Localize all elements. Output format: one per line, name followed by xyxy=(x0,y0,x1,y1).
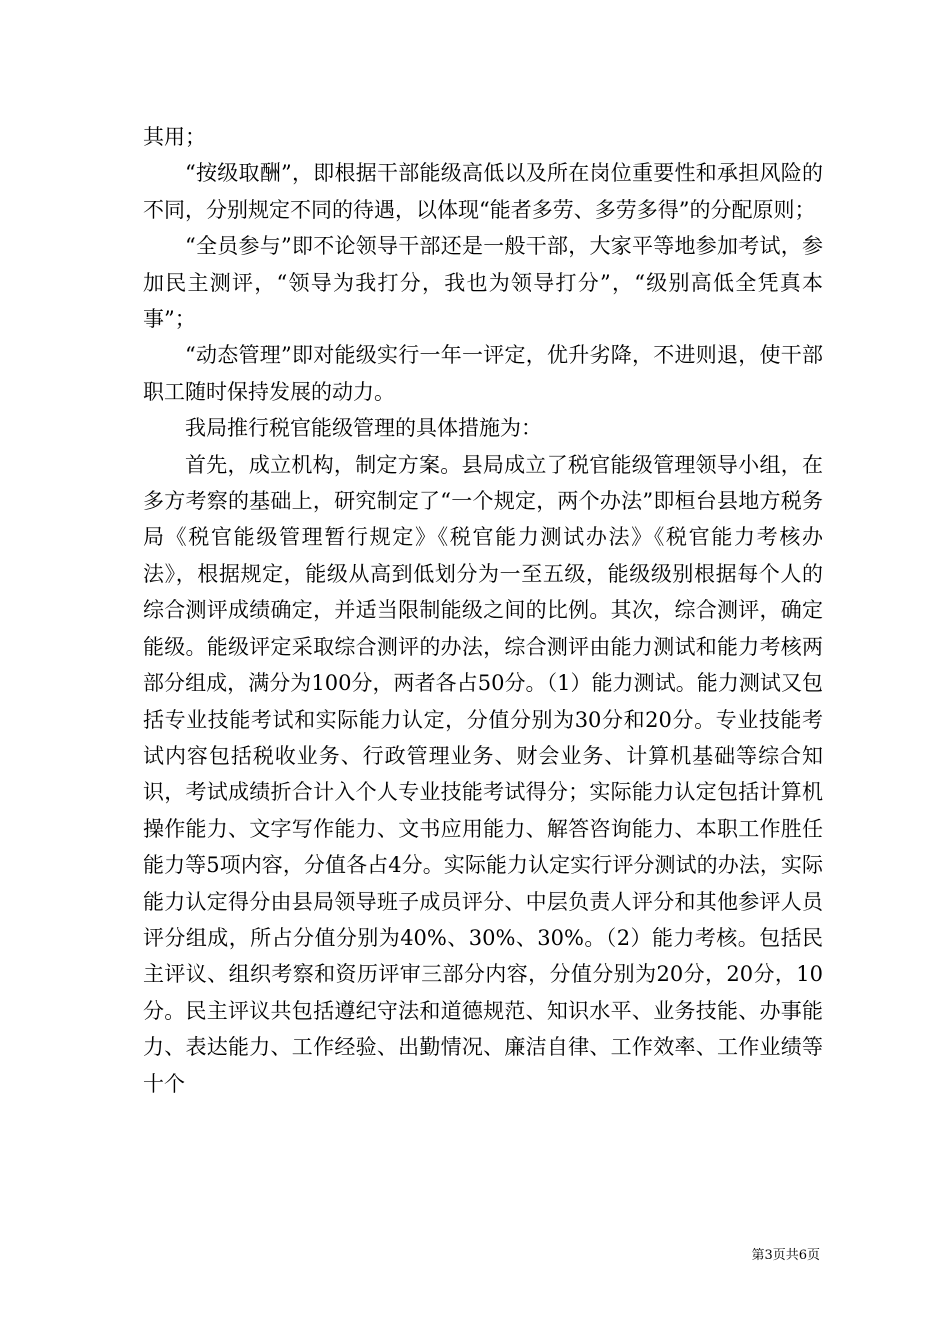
paragraph-2: “按级取酬”，即根据干部能级高低以及所在岗位重要性和承担风险的不同，分别规定不同的待遇，以体现“能者多劳、多劳多得”的分配原则； xyxy=(143,161,823,222)
page-number-footer: 第3页共6页 xyxy=(751,1248,820,1263)
paragraph-1: 其用； xyxy=(143,125,206,149)
document-body xyxy=(143,119,823,1102)
paragraph-4: “动态管理”即对能级实行一年一评定，优升劣降，不进则退，使干部职工随时保持发展的动力。 xyxy=(143,343,823,404)
paragraph-5: 我局推行税官能级管理的具体措施为： xyxy=(185,416,542,441)
paragraph-6: 首先，成立机构，制定方案。县局成立了税官能级管理领导小组，在多方考察的基础上，研究制定了“一个规定，两个办法”即桓台县地方税务局《税官能级管理暂行规定》《税官能力测试办法》《税官能力考核办法》，根据规定，能级从高到低划分为一至五级，能级级别根据每个人的综合测评成绩确定，并适当限制能级之间的比例。其次，综合测评，确定能级。能级评定采取综合测评的办法，综合测评由能力测试和能力考核两部分组成，满分为100分，两者各占50分。（1）能力测试。能力测试又包括专业技能考试和实际能力认定，分值分别为30分和20分。专业技能考试内容包括税收业务、行政管理业务、财会业务、计算机基础等综合知识，考试成绩折合计入个人专业技能考试得分；实际能力认定包括计算机操作能力、文字写作能力、文书应用能力、解答咨询能力、本职工作胜任能力等5项内容，分值各占4分。实际能力认定实行评分测试的办法，实际能力认定得分由县局领导班子成员评分、中层负责人评分和其他参评人员评分组成，所占分值分别为40%、30%、30%。（2）能力考核。包括民主评议、组织考察和资历评审三部分内容，分值分别为20分，20分，10分。民主评议共包括遵纪守法和道德规范、知识水平、业务技能、办事能力、表达能力、工作经验、出勤情况、廉洁自律、工作效率、工作业绩等十个 xyxy=(143,452,823,1096)
paragraph-3: “全员参与”即不论领导干部还是一般干部，大家平等地参加考试，参加民主测评，“领导为我打分，我也为领导打分”，“级别高低全凭真本事”； xyxy=(143,234,823,332)
